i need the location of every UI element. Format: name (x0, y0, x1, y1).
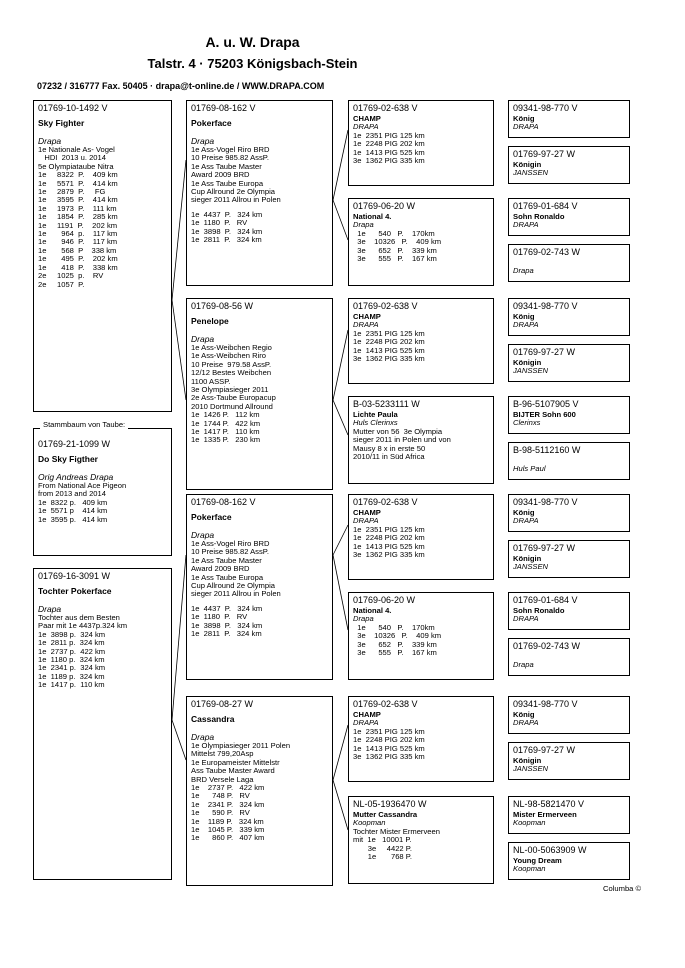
performance-line: 2010 Dortmund Allround (191, 401, 273, 411)
pigeon-name: National 4. (353, 212, 392, 221)
performance-line: 1e 3898 p. 324 km (38, 629, 106, 639)
performance-line: Mausy 8 x in erste 50 (353, 443, 426, 453)
grandparent-card (348, 592, 494, 680)
performance-line: 1e Europameister Mittelstr (191, 757, 280, 767)
performance-line: 1e 1180 p. 324 km (38, 655, 105, 665)
pigeon-name: Lichte Paula (353, 410, 398, 419)
pigeon-name: König (513, 710, 535, 719)
breeder-name: JANSSEN (513, 168, 549, 178)
performance-line: 1e 2351 PIG 125 km (353, 130, 425, 140)
breeder-name: DRAPA (353, 122, 379, 132)
performance-line: 5e Olympiataube Nitra (38, 161, 114, 171)
performance-line: 1e 1191 P. 202 km (38, 220, 118, 230)
performance-line: 3e 652 P. 339 km (353, 639, 437, 649)
performance-line: 1e 1417 p. 110 km (38, 680, 105, 690)
ring-number: 01769-06-20 W (353, 201, 416, 211)
performance-line: sieger 2011 Allrou in Polen (191, 589, 281, 599)
parent-card (186, 298, 333, 490)
grandparent-card (348, 198, 494, 286)
performance-line: sieger 2011 in Polen und von (353, 435, 451, 445)
performance-line: Cup Allround 2e Olympia (191, 187, 275, 197)
ring-number: 01769-97-27 W (513, 543, 576, 553)
performance-line: 12/12 Bestes Weibchen (191, 368, 272, 378)
parent-card (186, 100, 333, 286)
ring-number: 01769-08-27 W (191, 699, 254, 709)
breeder-name: Clerinxs (513, 418, 541, 428)
performance-line: 1e 1180 P. RV (191, 218, 248, 228)
performance-line: 1e 2248 PIG 202 km (353, 735, 425, 745)
performance-line: Award 2009 BRD (191, 170, 250, 180)
breeder-name: DRAPA (513, 122, 539, 132)
ring-number: 09341-98-770 V (513, 301, 578, 311)
ring-number: 01769-10-1492 V (38, 103, 108, 113)
performance-line: 1e Nationale As- Vogel (38, 145, 115, 154)
performance-line: 1e Ass-Vogel Riro BRD (191, 539, 270, 548)
breeder-name: DRAPA (513, 614, 539, 624)
performance-line: 1e 8322 p. 409 km (38, 497, 108, 507)
performance-line: 1e 946 P. 117 km (38, 237, 118, 247)
great-grandparent-card (508, 592, 630, 630)
performance-line: HDI 2013 u. 2014 (38, 153, 106, 163)
subject-pigeon-card (33, 100, 172, 412)
breeder-name: DRAPA (513, 220, 539, 230)
breeder-name: Drapa (191, 334, 215, 344)
pigeon-name: CHAMP (353, 508, 381, 517)
breeder-name: Orig Andreas Drapa (38, 472, 114, 482)
breeder-name: Drapa (353, 220, 374, 230)
pigeon-name: Mister Ermerveen (513, 810, 577, 819)
breeder-name: Huls Clerinxs (353, 418, 398, 428)
great-grandparent-card (508, 396, 630, 434)
performance-line: 1e 1413 PIG 525 km (353, 147, 425, 157)
performance-line: Paar mit 1e 4437p.324 km (38, 621, 128, 631)
performance-line: 1e 2248 PIG 202 km (353, 337, 425, 347)
pigeon-name: Königin (513, 756, 542, 765)
tochter-pigeon-card (33, 568, 172, 880)
performance-line: 1e Ass Taube Europa (191, 572, 264, 582)
breeder-name: DRAPA (513, 516, 539, 526)
breeder-name: Drapa (38, 604, 62, 614)
breeder-name: JANSSEN (513, 764, 549, 774)
breeder-name: Drapa (513, 660, 534, 669)
great-grandparent-card (508, 442, 630, 480)
performance-line: 1e 2341 P. 324 km (191, 799, 265, 809)
performance-line: 1e Ass-Vogel Riro BRD (191, 145, 270, 154)
pigeon-name: Sohn Ronaldo (513, 606, 565, 615)
breeder-name: Huls Paul (513, 464, 546, 473)
performance-line: 3e 10326 P. 409 km (353, 237, 442, 247)
ring-number: 01769-02-638 V (353, 699, 418, 709)
performance-line: 1e 495 P. 202 km (38, 254, 118, 264)
performance-line: 1e 3898 P. 324 km (191, 620, 263, 630)
performance-line: 1e Ass Taube Europa (191, 178, 264, 188)
performance-line: 1e 1045 P. 339 km (191, 825, 265, 835)
ring-number: 01769-97-27 W (513, 745, 576, 755)
pigeon-name: BIJTER Sohn 600 (513, 410, 576, 419)
breeder-name: Koopman (513, 818, 546, 828)
ring-number: 01769-02-638 V (353, 103, 418, 113)
performance-line: 1e 860 P. 407 km (191, 833, 265, 843)
performance-line: 1e 1189 p. 324 km (38, 671, 105, 681)
spacer (38, 464, 167, 472)
performance-line: 1e 540 P. 170km (353, 228, 435, 238)
performance-line: 1e 1413 PIG 525 km (353, 345, 425, 355)
performance-line: 1e 1426 P. 112 km (191, 410, 260, 420)
footer-credit: Columba © (603, 884, 642, 893)
performance-line: 1e Olympiasieger 2011 Polen (191, 741, 291, 750)
performance-line: From National Ace Pigeon (38, 481, 127, 490)
pigeon-name: Pokerface (191, 512, 232, 522)
breeder-name: DRAPA (353, 516, 379, 526)
performance-line: 1e 1189 P. 324 km (191, 816, 264, 826)
spacer (191, 522, 328, 530)
ring-number: 01769-01-684 V (513, 201, 578, 211)
performance-line: Cup Allround 2e Olympia (191, 581, 275, 591)
ring-number: B-96-5107905 V (513, 399, 579, 409)
great-grandparent-card (508, 742, 630, 780)
performance-line: 1e Ass Taube Master (191, 555, 262, 565)
great-grandparent-card (508, 100, 630, 138)
performance-line: 1e 768 P. (353, 852, 412, 862)
ring-number: 01769-02-638 V (353, 497, 418, 507)
breeder-name: Drapa (191, 136, 215, 146)
performance-line: 3e 1362 PIG 335 km (353, 550, 425, 560)
performance-line: 1100 ASSP. (191, 376, 231, 386)
performance-line: 3e 1362 PIG 335 km (353, 156, 425, 166)
performance-line: Mittelst 799,20Asp (191, 749, 254, 759)
parent-card (186, 494, 333, 680)
breeder-contact: 07232 / 316777 Fax. 50405 · drapa@t-online.de / WWW.DRAPA.COM (37, 81, 325, 91)
pigeon-name: CHAMP (353, 312, 381, 321)
performance-line: 3e 4422 P. (353, 843, 412, 853)
ring-number: 01769-06-20 W (353, 595, 416, 605)
performance-line: 1e 4437 P. 324 km (191, 603, 263, 613)
performance-line: 1e Ass-Weibchen Regio (191, 343, 272, 352)
ring-number: 01769-08-162 V (191, 103, 256, 113)
ring-number: 01769-21-1099 W (38, 439, 111, 449)
breeder-name: Drapa (353, 614, 374, 624)
ring-number: 01769-97-27 W (513, 149, 576, 159)
performance-line: 1e 418 P. 338 km (38, 262, 118, 272)
pigeon-name: CHAMP (353, 114, 381, 123)
great-grandparent-card (508, 540, 630, 578)
pigeon-name: Sky Fighter (38, 118, 85, 128)
spacer (191, 128, 328, 136)
ring-number: 09341-98-770 V (513, 497, 578, 507)
great-grandparent-card (508, 344, 630, 382)
ring-number: 01769-01-684 V (513, 595, 578, 605)
performance-line: 1e 2248 PIG 202 km (353, 533, 425, 543)
pigeon-name: Tochter Pokerface (38, 586, 112, 596)
performance-line: 1e 590 P. RV (191, 808, 250, 818)
grandparent-card (348, 298, 494, 384)
performance-line: 2e 1057 P. (38, 279, 85, 289)
breeder-name: A. u. W. Drapa (205, 34, 300, 50)
ring-number: 01769-02-743 W (513, 641, 581, 651)
ring-number: 01769-08-56 W (191, 301, 254, 311)
performance-line: 3e 555 P. 167 km (353, 254, 437, 264)
breeder-name: DRAPA (353, 718, 379, 728)
performance-line: 1e 5571 p 414 km (38, 506, 108, 516)
pigeon-name: Königin (513, 554, 542, 563)
performance-line: 1e 540 P. 170km (353, 622, 435, 632)
performance-line: 1e 2248 PIG 202 km (353, 139, 425, 149)
breeder-name: Drapa (191, 732, 215, 742)
parent-card (186, 696, 333, 886)
performance-line: 3e 652 P. 339 km (353, 245, 437, 255)
grandparent-card (348, 796, 494, 884)
performance-line: BRD Versele Laga (191, 774, 254, 784)
performance-line: 1e 1335 P. 230 km (191, 435, 261, 445)
great-grandparent-card (508, 842, 630, 880)
performance-line: mit 1e 10001 P. (353, 835, 412, 845)
pigeon-name: Cassandra (191, 714, 235, 724)
grandparent-card (348, 396, 494, 484)
performance-line: Mutter von 56 3e Olympia (353, 426, 443, 436)
pigeon-name: Königin (513, 160, 542, 169)
performance-line: 1e 3898 P. 324 km (191, 226, 263, 236)
pigeon-name: CHAMP (353, 710, 381, 719)
stammbaum-label: Stammbaum von Taube: (40, 420, 128, 429)
performance-line: 1e 1744 P. 422 km (191, 418, 261, 428)
pigeon-name: König (513, 508, 535, 517)
performance-line: 1e 3595 p. 414 km (38, 514, 108, 524)
pigeon-name: König (513, 114, 535, 123)
performance-line: 1e 1973 P. 111 km (38, 203, 117, 213)
performance-line: Ass Taube Master Award (191, 766, 275, 776)
pigeon-name: König (513, 312, 535, 321)
ring-number: 01769-02-743 W (513, 247, 581, 257)
performance-line: 1e 5571 P. 414 km (38, 178, 118, 188)
ring-number: 09341-98-770 V (513, 699, 578, 709)
breeder-name: JANSSEN (513, 366, 549, 376)
stammbaum-pigeon-card (33, 428, 172, 556)
performance-line: 1e 568 P 338 km (38, 245, 117, 255)
performance-line: 3e 1362 PIG 335 km (353, 354, 425, 364)
ring-number: 01769-08-162 V (191, 497, 256, 507)
grandparent-card (348, 494, 494, 580)
breeder-name: JANSSEN (513, 562, 549, 572)
breeder-name: Koopman (353, 818, 386, 828)
spacer (191, 326, 328, 334)
performance-line: 1e 748 P. RV (191, 791, 250, 801)
pigeon-name: National 4. (353, 606, 392, 615)
ring-number: 01769-97-27 W (513, 347, 576, 357)
breeder-name: DRAPA (513, 718, 539, 728)
performance-line: 1e 4437 P. 324 km (191, 209, 263, 219)
ring-number: 09341-98-770 V (513, 103, 578, 113)
performance-line: 1e 2811 P. 324 km (191, 235, 262, 245)
ring-number: NL-98-5821470 V (513, 799, 585, 809)
pigeon-name: Sohn Ronaldo (513, 212, 565, 221)
ring-number: B-03-5233111 W (353, 399, 420, 409)
performance-line: 1e Ass-Weibchen Riro (191, 351, 266, 361)
grandparent-card (348, 100, 494, 186)
great-grandparent-card (508, 638, 630, 676)
performance-line: 3e Olympiasieger 2011 (191, 385, 269, 395)
performance-line: from 2013 and 2014 (38, 489, 106, 499)
performance-line: 1e 3595 P. 414 km (38, 195, 118, 205)
pigeon-name: Penelope (191, 316, 229, 326)
performance-line: 1e 1417 P. 110 km (191, 427, 260, 437)
performance-line: 1e 1854 P. 285 km (38, 212, 118, 222)
performance-line: 1e 2341 p. 324 km (38, 663, 106, 673)
performance-line: 1e 8322 P. 409 km (38, 170, 118, 180)
great-grandparent-card (508, 298, 630, 336)
pigeon-name: Do Sky Figther (38, 454, 98, 464)
breeder-name: DRAPA (513, 320, 539, 330)
breeder-name: Drapa (191, 530, 215, 540)
performance-line: 10 Preise 985.82 AssP. (191, 547, 269, 557)
performance-line: 1e 2351 PIG 125 km (353, 524, 425, 534)
performance-line: 1e 2737 p. 422 km (38, 646, 106, 656)
performance-line: 1e 1413 PIG 525 km (353, 743, 425, 753)
performance-line: 10 Preise 979.58 AssP. (191, 359, 272, 369)
ring-number: B-98-5112160 W (513, 445, 581, 455)
performance-line: sieger 2011 Allrou in Polen (191, 195, 281, 205)
pigeon-name: Young Dream (513, 856, 562, 865)
performance-line: 1e 2351 PIG 125 km (353, 328, 425, 338)
performance-line: 1e 1180 P. RV (191, 612, 248, 622)
performance-line: 3e 555 P. 167 km (353, 648, 437, 658)
breeder-name: DRAPA (353, 320, 379, 330)
great-grandparent-card (508, 198, 630, 236)
pigeon-name: Pokerface (191, 118, 232, 128)
great-grandparent-card (508, 244, 630, 282)
ring-number: 01769-16-3091 W (38, 571, 111, 581)
spacer (38, 596, 167, 604)
great-grandparent-card (508, 146, 630, 184)
performance-line: 1e 964 p. 117 km (38, 229, 118, 239)
performance-line: Award 2009 BRD (191, 564, 250, 574)
spacer (191, 724, 328, 732)
great-grandparent-card (508, 494, 630, 532)
performance-line: 10 Preise 985.82 AssP. (191, 153, 269, 163)
performance-line: 1e 2879 P. FG (38, 187, 106, 197)
breeder-address: Talstr. 4 · 75203 Königsbach-Stein (147, 56, 358, 71)
performance-line: 1e 2737 P. 422 km (191, 783, 265, 793)
breeder-name: Drapa (513, 266, 534, 275)
performance-line: 1e 2351 PIG 125 km (353, 726, 425, 736)
breeder-name: Drapa (38, 136, 62, 146)
pigeon-name: Königin (513, 358, 542, 367)
performance-line: 3e 1362 PIG 335 km (353, 752, 425, 762)
performance-line: 1e 1413 PIG 525 km (353, 541, 425, 551)
great-grandparent-card (508, 796, 630, 834)
performance-line: 2e Ass-Taube Europacup (191, 393, 276, 403)
pigeon-name: Mutter Cassandra (353, 810, 418, 819)
performance-line: Tochter Mister Ermerveen (353, 826, 440, 836)
performance-line: 1e 2811 P. 324 km (191, 629, 262, 639)
ring-number: NL-05-1936470 W (353, 799, 427, 809)
ring-number: NL-00-5063909 W (513, 845, 587, 855)
breeder-name: Koopman (513, 864, 546, 874)
spacer (38, 128, 167, 136)
performance-line: 1e 2811 p. 324 km (38, 638, 105, 648)
performance-line: 3e 10326 P. 409 km (353, 631, 442, 641)
performance-line: Tochter aus dem Besten (38, 613, 120, 622)
grandparent-card (348, 696, 494, 782)
great-grandparent-card (508, 696, 630, 734)
performance-line: 2010/11 in Süd Africa (353, 452, 425, 462)
ring-number: 01769-02-638 V (353, 301, 418, 311)
performance-line: 2e 1025 p. RV (38, 271, 104, 281)
performance-line: 1e Ass Taube Master (191, 161, 262, 171)
